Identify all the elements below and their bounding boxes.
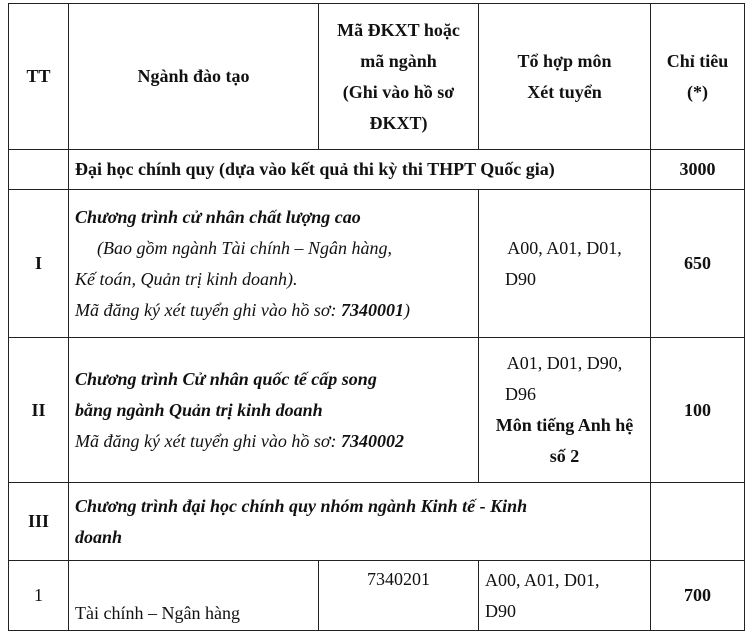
summary-row bbox=[9, 150, 745, 190]
header-code: Mã ĐKXT hoặc mã ngành (Ghi vào hồ sơ ĐKXT) bbox=[319, 4, 479, 150]
row-quota bbox=[651, 483, 745, 561]
row-tt: 1 bbox=[9, 561, 69, 631]
header-tt: TT bbox=[9, 4, 69, 150]
table-row bbox=[9, 190, 745, 338]
row-quota: 650 bbox=[651, 190, 745, 338]
row-combo: A00, A01, D01, D90 bbox=[479, 561, 651, 631]
header-quota: Chỉ tiêu (*) bbox=[651, 4, 745, 150]
header-major: Ngành đào tạo bbox=[69, 4, 319, 150]
row-major: Tài chính – Ngân hàng bbox=[69, 561, 319, 631]
table-row bbox=[9, 561, 745, 631]
header-combo: Tổ hợp môn Xét tuyển bbox=[479, 4, 651, 150]
row-tt: I bbox=[9, 190, 69, 338]
row-program: Chương trình Cử nhân quốc tế cấp song bằng ngành Quản trị kinh doanh Mã đăng ký xét tuyển ghi vào hồ sơ: 7340002 bbox=[69, 338, 479, 483]
table-row bbox=[9, 483, 745, 561]
summary-label: Đại học chính quy (dựa vào kết quả thi kỳ thi THPT Quốc gia) bbox=[69, 150, 651, 190]
row-tt: II bbox=[9, 338, 69, 483]
admission-table bbox=[8, 3, 745, 631]
row-quota: 700 bbox=[651, 561, 745, 631]
row-combo: A01, D01, D90, D96 Môn tiếng Anh hệ số 2 bbox=[479, 338, 651, 483]
header-row bbox=[9, 4, 745, 150]
summary-tt bbox=[9, 150, 69, 190]
row-program: Chương trình đại học chính quy nhóm ngành Kinh tế - Kinh doanh bbox=[69, 483, 651, 561]
table-row bbox=[9, 338, 745, 483]
row-code: 7340201 bbox=[319, 561, 479, 631]
row-program: Chương trình cử nhân chất lượng cao (Bao gồm ngành Tài chính – Ngân hàng, Kế toán, Quản trị kinh doanh). Mã đăng ký xét tuyển ghi vào hồ sơ: 7340001) bbox=[69, 190, 479, 338]
row-tt: III bbox=[9, 483, 69, 561]
summary-quota: 3000 bbox=[651, 150, 745, 190]
row-combo: A00, A01, D01, D90 bbox=[479, 190, 651, 338]
row-quota: 100 bbox=[651, 338, 745, 483]
